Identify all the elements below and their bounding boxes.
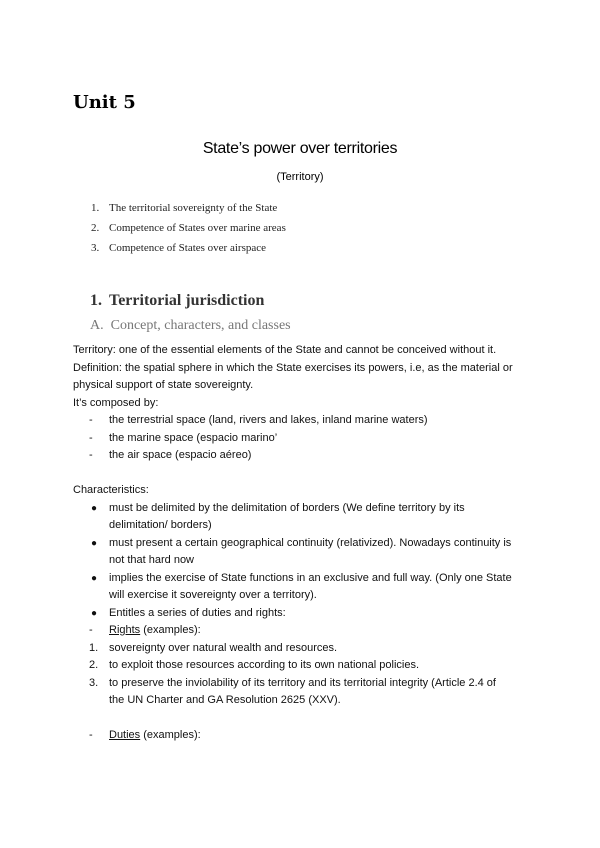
list-item	[73, 430, 533, 448]
bullet-marker: ●	[91, 607, 98, 619]
duties-heading	[73, 727, 533, 745]
rights-suffix: (examples):	[140, 624, 201, 636]
list-item	[73, 657, 533, 675]
toc-item	[91, 200, 286, 220]
document-title: State’s power over territories	[202, 140, 398, 157]
list-number: 3.	[89, 676, 99, 689]
list-item	[73, 447, 533, 465]
territory-sentence: Territory: one of the essential elements of the State and cannot be conceived without it.	[73, 344, 497, 356]
list-item	[73, 640, 533, 658]
dash-marker: -	[89, 449, 93, 461]
rights-heading	[73, 622, 533, 640]
definition-line-2: physical support of state sovereignty.	[73, 379, 254, 391]
list-item	[73, 500, 533, 535]
list-item-text: sovereignty over natural wealth and resources.	[109, 641, 338, 654]
list-item-text-cont: the UN Charter and GA Resolution 2625 (XXV).	[109, 694, 341, 706]
toc-item-number: 2.	[91, 222, 100, 234]
definition-line-1: Definition: the spatial sphere in which the State exercises its powers, i.e, as the material or	[73, 361, 513, 374]
toc-item-text: Competence of States over airspace	[109, 242, 266, 254]
list-item-text: Entitles a series of duties and rights:	[109, 606, 286, 619]
bullet-marker: ●	[91, 537, 98, 549]
list-item-text: to preserve the inviolability of its territory and its territorial integrity (Article 2.4 of	[109, 676, 496, 689]
list-item-text: must present a certain geographical continuity (relativized). Nowadays continuity is	[109, 536, 512, 549]
toc-item	[91, 220, 286, 240]
dash-marker: -	[89, 729, 93, 741]
table-of-contents	[91, 200, 286, 260]
list-item	[73, 412, 533, 430]
list-item	[73, 570, 533, 605]
subsection-heading	[90, 318, 291, 334]
toc-item-number: 3.	[91, 242, 100, 254]
section-number: 1.	[90, 292, 102, 309]
bullet-marker: ●	[91, 572, 98, 584]
dash-marker: -	[89, 414, 93, 426]
section-heading	[90, 292, 264, 310]
list-number: 2.	[89, 659, 99, 671]
rights-label: Rights	[109, 624, 141, 636]
list-item-text-cont: delimitation/ borders)	[109, 519, 212, 531]
spacer	[73, 710, 533, 728]
list-item-text: implies the exercise of State functions in an exclusive and full way. (Only one State	[109, 571, 512, 584]
dash-marker: -	[89, 431, 93, 444]
duties-suffix: (examples):	[140, 729, 201, 741]
composed-by-label: It’s composed by:	[73, 396, 159, 409]
section-title: Territorial jurisdiction	[109, 292, 265, 309]
list-item-text: must be delimited by the delimitation of borders (We define territory by its	[109, 501, 465, 514]
duties-label: Duties	[109, 729, 141, 741]
list-item-text-cont: not that hard now	[109, 554, 195, 566]
list-item-text-cont: will exercise it sovereignty over a territory).	[109, 589, 317, 601]
dash-marker: -	[89, 624, 93, 636]
spacer	[73, 465, 533, 483]
list-item	[73, 605, 533, 623]
document-subtitle: (Territory)	[276, 171, 324, 183]
toc-item-text: Competence of States over marine areas	[109, 222, 286, 234]
list-item-text: the air space (espacio aéreo)	[109, 449, 252, 461]
unit-heading: Unit 5	[73, 92, 136, 113]
list-item-text: the marine space (espacio marino’	[109, 431, 278, 444]
list-item-text: to exploit those resources according to its own national policies.	[109, 659, 420, 671]
toc-item-text: The territorial sovereignty of the State	[109, 202, 278, 214]
list-item	[73, 535, 533, 570]
list-item-text: the terrestrial space (land, rivers and lakes, inland marine waters)	[109, 414, 428, 426]
body-text	[73, 342, 533, 745]
toc-item	[91, 240, 286, 260]
toc-item-number: 1.	[91, 202, 100, 214]
bullet-marker: ●	[91, 502, 98, 514]
subsection-title: Concept, characters, and classes	[110, 318, 291, 333]
list-number: 1.	[89, 641, 99, 654]
list-item	[73, 675, 533, 710]
subsection-letter: A.	[90, 318, 104, 333]
characteristics-label: Characteristics:	[73, 484, 149, 496]
